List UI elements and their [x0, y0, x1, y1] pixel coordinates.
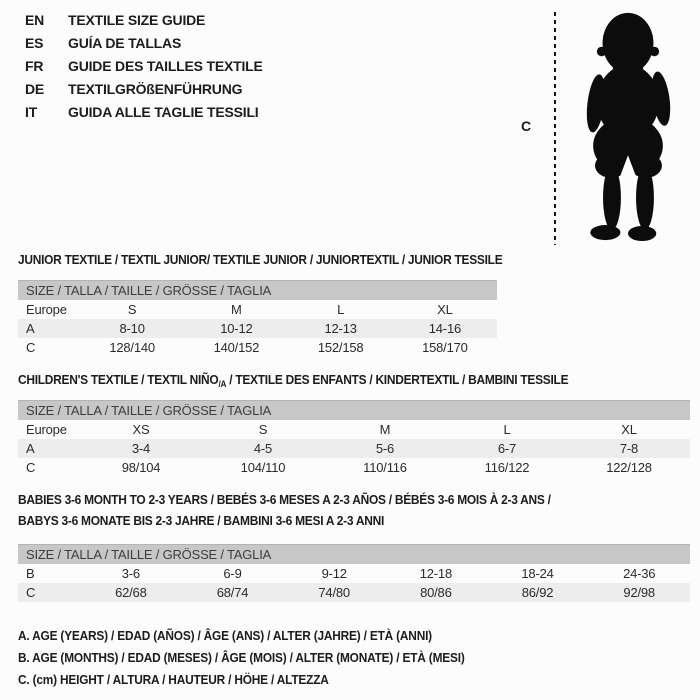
size-cell: 86/92 — [521, 585, 554, 600]
size-cell: 3-4 — [131, 441, 151, 456]
size-cell: 9-12 — [321, 566, 347, 581]
language-code: IT — [25, 104, 38, 120]
size-cell: XL — [621, 422, 637, 437]
size-cell: M — [379, 422, 391, 437]
size-header-bar: SIZE / TALLA / TAILLE / GRÖSSE / TAGLIA — [18, 544, 690, 564]
row-label: B — [26, 566, 35, 581]
table-title-line — [18, 489, 551, 510]
language-label: GUIDA ALLE TAGLIE TESSILI — [68, 104, 259, 120]
title-text: BABIES 3-6 MONTH TO 2-3 YEARS / BEBÉS 3-6 MESES A 2-3 AÑOS / BÉBÉS 3-6 MOIS À 2-3 ANS / — [18, 492, 551, 507]
table-title-line — [18, 369, 568, 395]
language-label: GUIDE DES TAILLES TEXTILE — [68, 58, 263, 74]
size-cell: 104/110 — [240, 460, 286, 475]
table-row — [18, 338, 497, 357]
size-cell: XS — [132, 422, 150, 437]
table-row — [18, 319, 497, 338]
table-title-line — [18, 510, 551, 531]
size-cell: 116/122 — [484, 460, 530, 475]
size-cell: L — [337, 302, 345, 317]
size-cell: 12-18 — [419, 566, 452, 581]
size-cell: S — [258, 422, 268, 437]
size-cell: XL — [437, 302, 453, 317]
table-row — [18, 420, 690, 439]
junior-table-title — [18, 249, 502, 270]
junior-size-table — [18, 280, 497, 357]
size-cell: 24-36 — [623, 566, 656, 581]
size-cell: 5-6 — [375, 441, 395, 456]
size-cell: 80/86 — [420, 585, 452, 600]
title-text: CHILDREN'S TEXTILE / TEXTIL NIÑO — [18, 372, 219, 387]
title-text: BABYS 3-6 MONATE BIS 2-3 JAHRE / BAMBINI 3-6 MESI A 2-3 ANNI — [18, 513, 385, 528]
row-label: A — [26, 321, 35, 336]
size-cell: 8-10 — [119, 321, 145, 336]
babies-table-title — [18, 489, 551, 531]
row-label: C — [26, 340, 36, 355]
language-row — [25, 55, 263, 78]
table-row — [18, 458, 690, 477]
size-cell: M — [231, 302, 242, 317]
size-cell: 92/98 — [623, 585, 655, 600]
height-dashed-line — [554, 12, 556, 245]
size-cell: 7-8 — [619, 441, 639, 456]
children-table-title — [18, 369, 568, 395]
size-cell: 3-6 — [121, 566, 140, 581]
size-header-bar: SIZE / TALLA / TAILLE / GRÖSSE / TAGLIA — [18, 400, 690, 420]
babies-size-table — [18, 544, 690, 602]
language-code: EN — [25, 12, 45, 28]
measure-c-label: C — [521, 118, 532, 134]
legend-line: B. AGE (MONTHS) / EDAD (MESES) / ÂGE (MOIS) / ALTER (MONATE) / ETÀ (MESI) — [18, 651, 465, 665]
language-code: DE — [25, 81, 45, 97]
table-row — [18, 583, 690, 602]
size-cell: 128/140 — [109, 340, 155, 355]
size-cell: 152/158 — [317, 340, 364, 355]
size-cell: 122/128 — [606, 460, 652, 475]
table-row — [18, 564, 690, 583]
legend-line: A. AGE (YEARS) / EDAD (AÑOS) / ÂGE (ANS) / ALTER (JAHRE) / ETÀ (ANNI) — [18, 629, 432, 643]
table-row — [18, 439, 690, 458]
size-cell: 74/80 — [318, 585, 350, 600]
title-text: / TEXTILE DES ENFANTS / KINDERTEXTIL / BAMBINI TESSILE — [226, 372, 569, 387]
language-label: TEXTILE SIZE GUIDE — [68, 12, 206, 28]
row-label: C — [26, 585, 36, 600]
size-cell: 6-7 — [497, 441, 517, 456]
children-size-table — [18, 400, 690, 477]
size-cell: 18-24 — [521, 566, 554, 581]
measure-legend — [18, 625, 488, 691]
size-header-bar: SIZE / TALLA / TAILLE / GRÖSSE / TAGLIA — [18, 280, 497, 300]
legend-line: C. (cm) HEIGHT / ALTURA / HAUTEUR / HÖHE / ALTEZZA — [18, 673, 329, 687]
height-figure — [515, 4, 697, 250]
language-row — [25, 78, 263, 101]
title-subscript: /A — [218, 379, 227, 389]
row-label: Europe — [26, 422, 67, 437]
size-cell: 14-16 — [428, 321, 461, 336]
language-row — [25, 9, 263, 32]
title-text: JUNIOR TEXTILE / TEXTIL JUNIOR/ TEXTILE JUNIOR / JUNIORTEXTIL / JUNIOR TESSILE — [18, 252, 503, 267]
language-code: ES — [25, 35, 44, 51]
size-cell: 4-5 — [253, 441, 273, 456]
toddler-silhouette-icon — [562, 4, 694, 248]
language-list — [25, 9, 263, 124]
language-label: TEXTILGRÖßENFÜHRUNG — [68, 81, 243, 97]
language-row — [25, 32, 263, 55]
size-cell: 12-13 — [324, 321, 357, 336]
size-cell: 10-12 — [220, 321, 253, 336]
size-cell: 140/152 — [213, 340, 260, 355]
size-cell: 6-9 — [223, 566, 242, 581]
language-row — [25, 101, 263, 124]
size-cell: 98/104 — [121, 460, 161, 475]
size-cell: S — [127, 302, 137, 317]
table-title-line — [18, 249, 502, 270]
size-cell: 68/74 — [216, 585, 249, 600]
language-label: GUÍA DE TALLAS — [68, 35, 182, 51]
row-label: A — [26, 441, 35, 456]
size-cell: 110/116 — [363, 460, 407, 475]
language-code: FR — [25, 58, 44, 74]
size-cell: 158/170 — [422, 340, 468, 355]
size-cell: 62/68 — [115, 585, 147, 600]
row-label: Europe — [26, 302, 67, 317]
row-label: C — [26, 460, 36, 475]
table-row — [18, 300, 497, 319]
size-cell: L — [503, 422, 511, 437]
